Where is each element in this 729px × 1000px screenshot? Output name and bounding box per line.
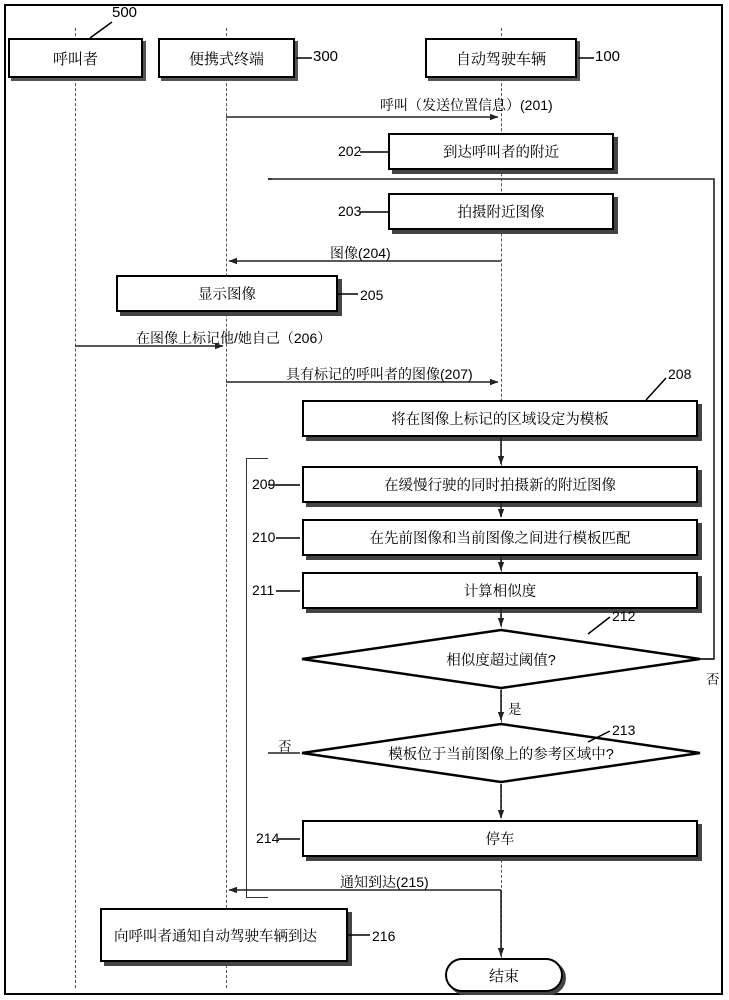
end-terminator bbox=[445, 958, 563, 992]
lifeline-terminal bbox=[226, 28, 227, 988]
step-211-box bbox=[302, 572, 698, 609]
actor-terminal-ref: 300 bbox=[313, 48, 339, 65]
figure-ref-number: 500 bbox=[112, 4, 138, 21]
decision-212-no-label: 否 bbox=[706, 672, 720, 687]
decision-213-no-label: 否 bbox=[278, 739, 292, 754]
step-202-label: 到达呼叫者的附近 bbox=[443, 145, 559, 161]
message-201-label: 呼叫（发送位置信息）(201) bbox=[380, 97, 553, 113]
step-214-label: 停车 bbox=[485, 832, 515, 848]
actor-caller-label: 呼叫者 bbox=[52, 50, 98, 68]
step-202-box bbox=[388, 133, 614, 170]
step-209-box bbox=[302, 466, 698, 503]
step-210-ref: 210 bbox=[252, 529, 276, 545]
step-214-ref: 214 bbox=[256, 830, 280, 846]
actor-vehicle-ref: 100 bbox=[595, 48, 621, 65]
decision-213-ref: 213 bbox=[612, 722, 636, 738]
step-216-ref: 216 bbox=[372, 928, 396, 944]
end-terminator-label: 结束 bbox=[488, 967, 519, 985]
decision-213 bbox=[300, 722, 702, 784]
decision-212-yes-label: 是 bbox=[508, 702, 522, 717]
step-210-label: 在先前图像和当前图像之间进行模板匹配 bbox=[369, 531, 631, 547]
step-202-ref: 202 bbox=[338, 143, 362, 159]
step-205-ref: 205 bbox=[360, 287, 384, 303]
step-209-label: 在缓慢行驶的同时拍摄新的附近图像 bbox=[384, 478, 616, 494]
actor-terminal-label: 便携式终端 bbox=[188, 50, 264, 68]
actor-caller bbox=[8, 38, 143, 78]
actor-vehicle bbox=[425, 38, 577, 78]
actor-terminal bbox=[158, 38, 295, 78]
message-204-label: 图像(204) bbox=[330, 245, 391, 261]
actor-vehicle-label: 自动驾驶车辆 bbox=[455, 50, 546, 68]
step-205-box bbox=[116, 275, 338, 312]
step-216-label: 向呼叫者通知自动驾驶车辆到达 bbox=[114, 928, 317, 945]
message-207-label: 具有标记的呼叫者的图像(207) bbox=[286, 366, 473, 382]
step-208-label: 将在图像上标记的区域设定为模板 bbox=[391, 412, 609, 428]
step-216-box bbox=[100, 908, 348, 962]
step-211-label: 计算相似度 bbox=[463, 584, 537, 600]
step-211-ref: 211 bbox=[252, 582, 275, 598]
step-209-ref: 209 bbox=[252, 476, 276, 492]
message-215-label: 通知到达(215) bbox=[340, 874, 429, 890]
decision-212-ref: 212 bbox=[612, 608, 636, 624]
decision-212-label: 相似度超过阈值? bbox=[446, 652, 556, 669]
step-208-ref: 208 bbox=[668, 366, 692, 382]
message-206-label: 在图像上标记他/她自己（206） bbox=[136, 330, 332, 346]
step-203-label: 拍摄附近图像 bbox=[457, 205, 545, 221]
step-210-box bbox=[302, 519, 698, 556]
decision-213-label: 模板位于当前图像上的参考区域中? bbox=[388, 746, 614, 763]
step-208-box bbox=[302, 400, 698, 437]
decision-212 bbox=[300, 628, 702, 690]
step-205-label: 显示图像 bbox=[198, 287, 256, 303]
step-203-box bbox=[388, 193, 614, 230]
lifeline-caller bbox=[75, 28, 76, 988]
step-214-box bbox=[302, 820, 698, 857]
step-203-ref: 203 bbox=[338, 203, 362, 219]
